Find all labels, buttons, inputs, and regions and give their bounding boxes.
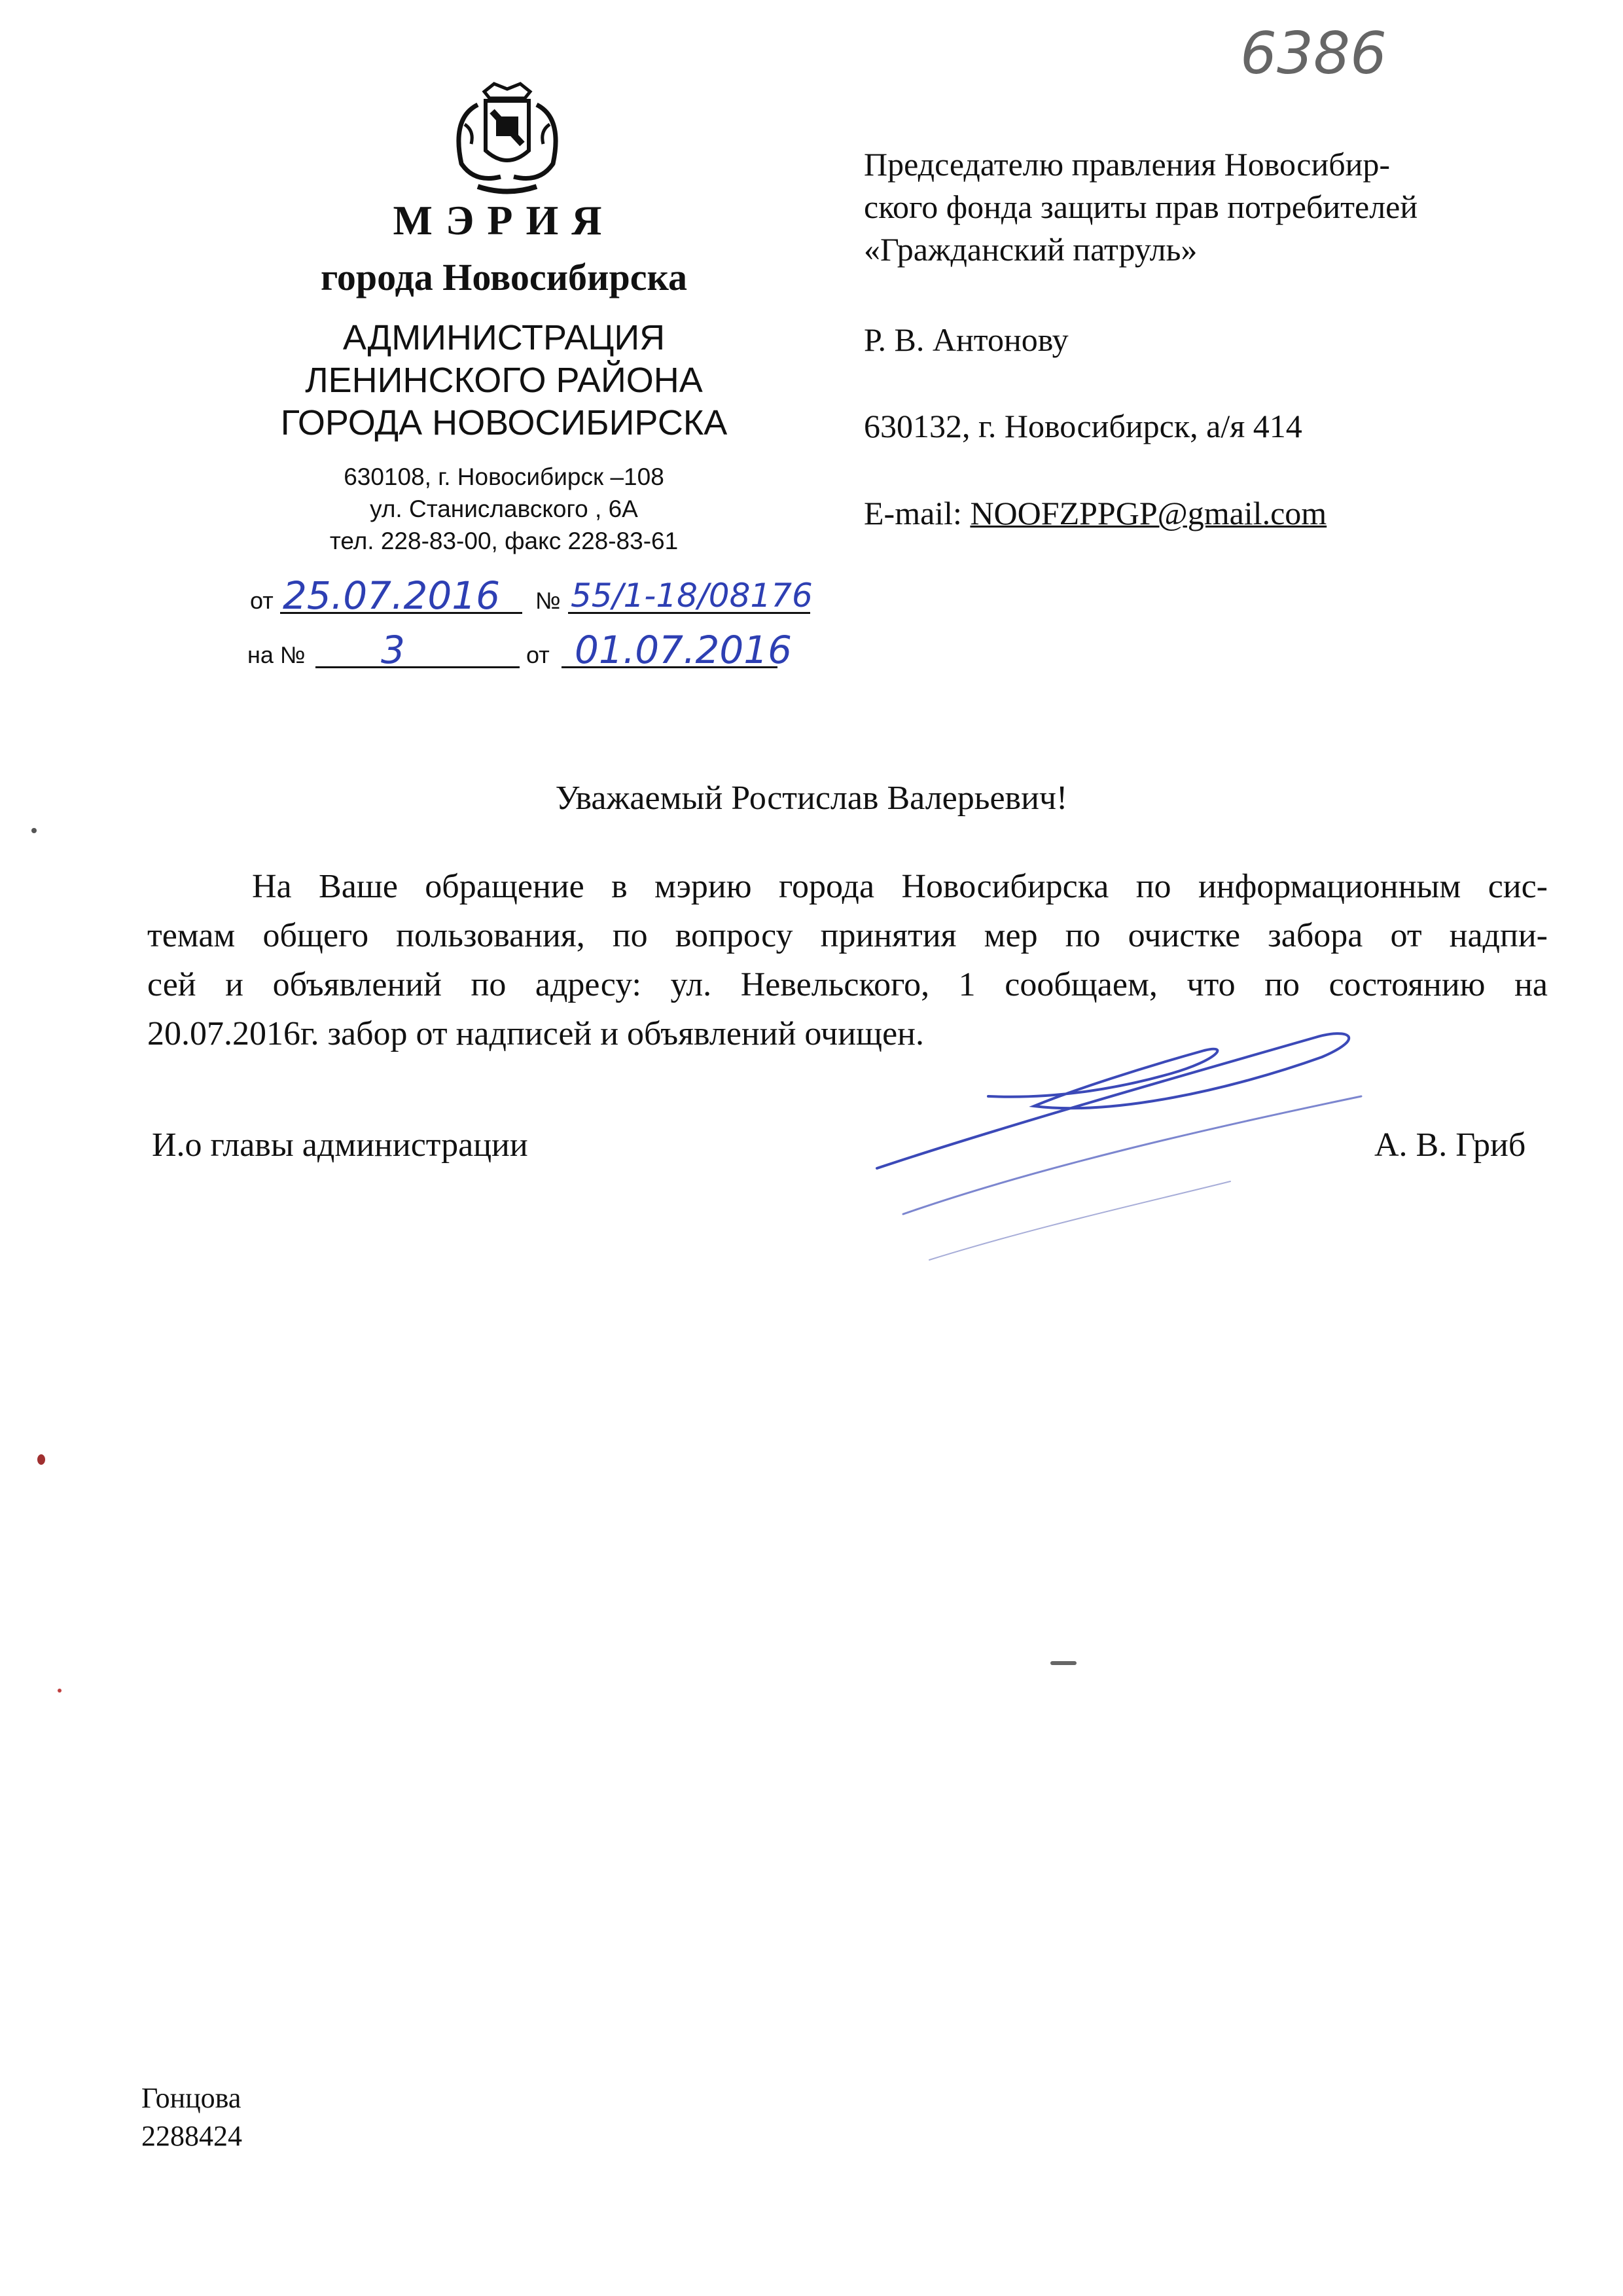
coat-of-arms-emblem xyxy=(438,79,576,196)
reg-from-label: от xyxy=(250,587,274,614)
admin-line-2: ЛЕНИНСКОГО РАЙОНА xyxy=(305,361,703,400)
recipient-line-2: ского фонда защиты прав потребителей xyxy=(864,188,1418,225)
sender-address-line-2: ул. Станиславского , 6А xyxy=(370,495,638,522)
sender-address-line-1: 630108, г. Новосибирск –108 xyxy=(344,463,664,490)
salutation: Уважаемый Ростислав Валерьевич! xyxy=(555,780,1068,817)
mayor-office-city: города Новосибирска xyxy=(320,256,688,298)
reg-from-date-field xyxy=(280,573,522,618)
scan-speck xyxy=(31,828,37,833)
body-line-2: темам общего пользования, по вопросу принятия мер по очистке забора от надпи- xyxy=(147,917,1548,954)
recipient-address: 630132, г. Новосибирск, а/я 414 xyxy=(864,408,1302,444)
signer-title: И.о главы администрации xyxy=(152,1126,528,1164)
recipient-line-1: Председателю правления Новосибир- xyxy=(864,146,1391,183)
body-line-3: сей и объявлений по адресу: ул. Невельского, 1 сообщаем, что по состоянию на xyxy=(147,966,1548,1003)
handwritten-signature xyxy=(864,1018,1387,1266)
reg-from-date: 25.07.2016 xyxy=(283,573,501,618)
executor-phone: 2288424 xyxy=(141,2120,242,2152)
reg-number-label: № xyxy=(535,587,561,614)
reply-from-label: от xyxy=(526,641,550,668)
reply-number-field xyxy=(315,628,520,672)
reply-date: 01.07.2016 xyxy=(575,628,793,672)
archive-number: 6386 xyxy=(1240,20,1387,87)
body-line-1: На Ваше обращение в мэрию города Новосибирска по информационным сис- xyxy=(252,868,1548,905)
scan-speck xyxy=(58,1689,62,1693)
mayor-office-title: МЭРИЯ xyxy=(393,197,615,243)
signer-name: А. В. Гриб xyxy=(1374,1126,1526,1164)
recipient-line-3: «Гражданский патруль» xyxy=(864,231,1198,268)
admin-line-3: ГОРОДА НОВОСИБИРСКА xyxy=(280,403,728,442)
reply-number-label: на № xyxy=(247,641,306,668)
recipient-email-label: E-mail: xyxy=(864,495,971,531)
recipient-email-line xyxy=(864,494,1327,532)
reply-number: 3 xyxy=(381,628,405,672)
admin-line-1: АДМИНИСТРАЦИЯ xyxy=(342,318,666,357)
sender-address-line-3: тел. 228-83-00, факс 228-83-61 xyxy=(329,528,679,554)
body-line-4: 20.07.2016г. забор от надписей и объявлений очищен. xyxy=(147,1015,924,1052)
reg-number-field xyxy=(568,577,813,615)
scan-speck xyxy=(37,1454,45,1465)
recipient-name: Р. В. Антонову xyxy=(864,321,1069,358)
reply-date-field xyxy=(562,628,793,672)
reg-number: 55/1-18/08176 xyxy=(571,577,813,615)
executor-name: Гонцова xyxy=(141,2082,241,2114)
scan-speck xyxy=(1050,1661,1077,1665)
recipient-email-link[interactable]: NOOFZPPGP@gmail.com xyxy=(970,495,1327,531)
